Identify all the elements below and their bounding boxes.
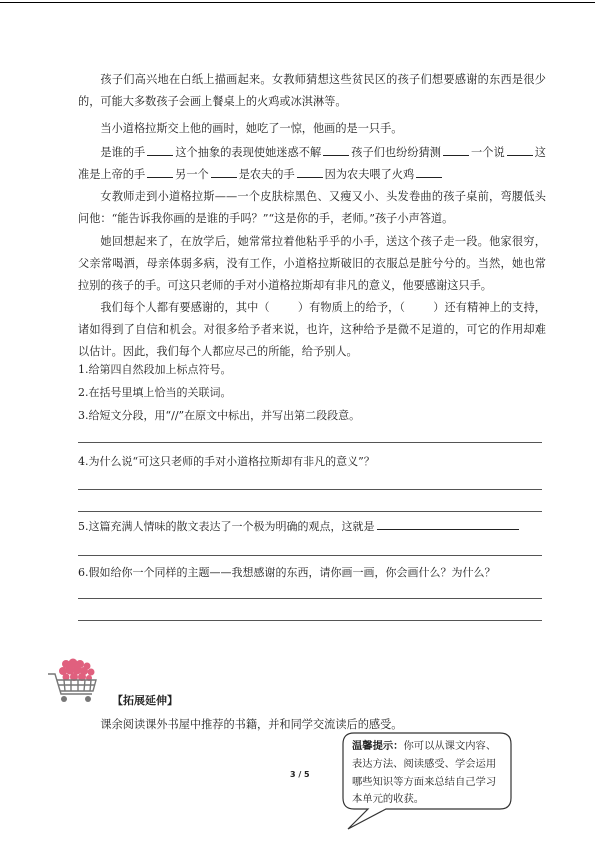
answer-line[interactable]	[78, 555, 542, 556]
punctuation-blank[interactable]	[147, 166, 173, 178]
paragraph-3-text: 一个说	[471, 146, 505, 159]
page-number: 3 / 5	[290, 770, 310, 779]
paragraph-3-text: 这准是上帝的手	[78, 146, 546, 182]
extension-title: 【拓展延伸】	[112, 694, 178, 707]
paragraph-3-text: 因为农夫喂了火鸡	[324, 168, 415, 182]
punctuation-blank[interactable]	[297, 166, 323, 178]
question-5-text: 5.这篇充满人情味的散文表达了一个极为明确的观点，这就是	[78, 520, 375, 533]
paragraph-3-text: 孩子们也纷纷猜测	[351, 146, 442, 159]
answer-line[interactable]	[78, 620, 542, 621]
shopping-cart-hearts-icon	[46, 658, 108, 706]
punctuation-blank[interactable]	[416, 166, 442, 178]
paragraph-6-text: ）有物质上的给予，（	[297, 301, 406, 314]
question-6: 6.假如给你一个同样的主题——我想感谢的东西，请你画一画，你会画什么？为什么？	[78, 566, 496, 579]
paragraph-3-text: 这个抽象的表现使她迷惑不解	[175, 146, 322, 159]
punctuation-blank[interactable]	[507, 144, 533, 156]
punctuation-blank[interactable]	[443, 144, 469, 156]
question-4: 4.为什么说“可这只老师的手对小道格拉斯却有非凡的意义”？	[78, 455, 375, 468]
top-rule	[0, 2, 595, 3]
paragraph-3-text: 是农夫的手	[238, 168, 295, 182]
paragraph-2: 当小道格拉斯交上他的画时，她吃了一惊，他画的是一只手。	[100, 122, 403, 135]
answer-line[interactable]	[78, 489, 542, 490]
answer-line[interactable]	[78, 511, 542, 512]
answer-line[interactable]	[78, 598, 542, 599]
punctuation-blank[interactable]	[323, 144, 349, 156]
question-2: 2.在括号里填上恰当的关联词。	[78, 386, 232, 399]
question-5	[78, 517, 519, 537]
tip-content: 你可以从课文内容、表达方法、阅读感受、学会运用哪些知识等方面来总结自己学习本单元的收获。	[352, 740, 497, 806]
extension-text: 课余阅读课外书屋中推荐的书籍，并和同学交流读后的感受。	[100, 718, 403, 731]
paragraph-3	[78, 142, 546, 186]
paragraph-4: 女教师走到小道格拉斯——一个皮肤棕黑色、又瘦又小、头发卷曲的孩子桌前，弯腰低头问他：“能告诉我你画的是谁的手吗？”“这是你的手，老师。”孩子小声答道。	[78, 190, 546, 226]
question-1: 1.给第四自然段加上标点符号。	[78, 363, 232, 376]
tip-label: 温馨提示：	[352, 740, 404, 752]
paragraph-6	[78, 297, 546, 364]
tip-text	[352, 738, 502, 809]
answer-blank[interactable]	[377, 518, 519, 530]
paragraph-6-text: 我们每个人都有要感谢的，其中（	[100, 301, 270, 314]
paragraph-3-text: 另一个	[175, 168, 209, 182]
paragraph-6-text: ）还有精神上的支持，诸如得到了自信和机会。对很多给予者来说，也许，这种给予是微不足道的，可它的作用却难以估计。因此，我们每个人都应尽己的所能，给予别人。	[78, 301, 546, 359]
question-3: 3.给短文分段，用“//”在原文中标出，并写出第二段段意。	[78, 409, 361, 422]
answer-line[interactable]	[78, 442, 542, 443]
paragraph-1: 孩子们高兴地在白纸上描画起来。女教师猜想这些贫民区的孩子们想要感谢的东西是很少的，可能大多数孩子会画上餐桌上的火鸡或冰淇淋等。	[78, 73, 546, 109]
paragraph-5: 她回想起来了，在放学后，她常常拉着他粘乎乎的小手，送这个孩子走一段。他家很穷，父亲常喝酒，母亲体弱多病，没有工作，小道格拉斯破旧的衣服总是脏兮兮的。当然，她也常拉别的孩子的手。可这只老师的手对小道格拉斯却有非凡的意义，他要感谢这只手。	[78, 235, 546, 293]
punctuation-blank[interactable]	[147, 144, 173, 156]
paragraph-3-text: 是谁的手	[100, 146, 146, 159]
punctuation-blank[interactable]	[211, 166, 237, 178]
